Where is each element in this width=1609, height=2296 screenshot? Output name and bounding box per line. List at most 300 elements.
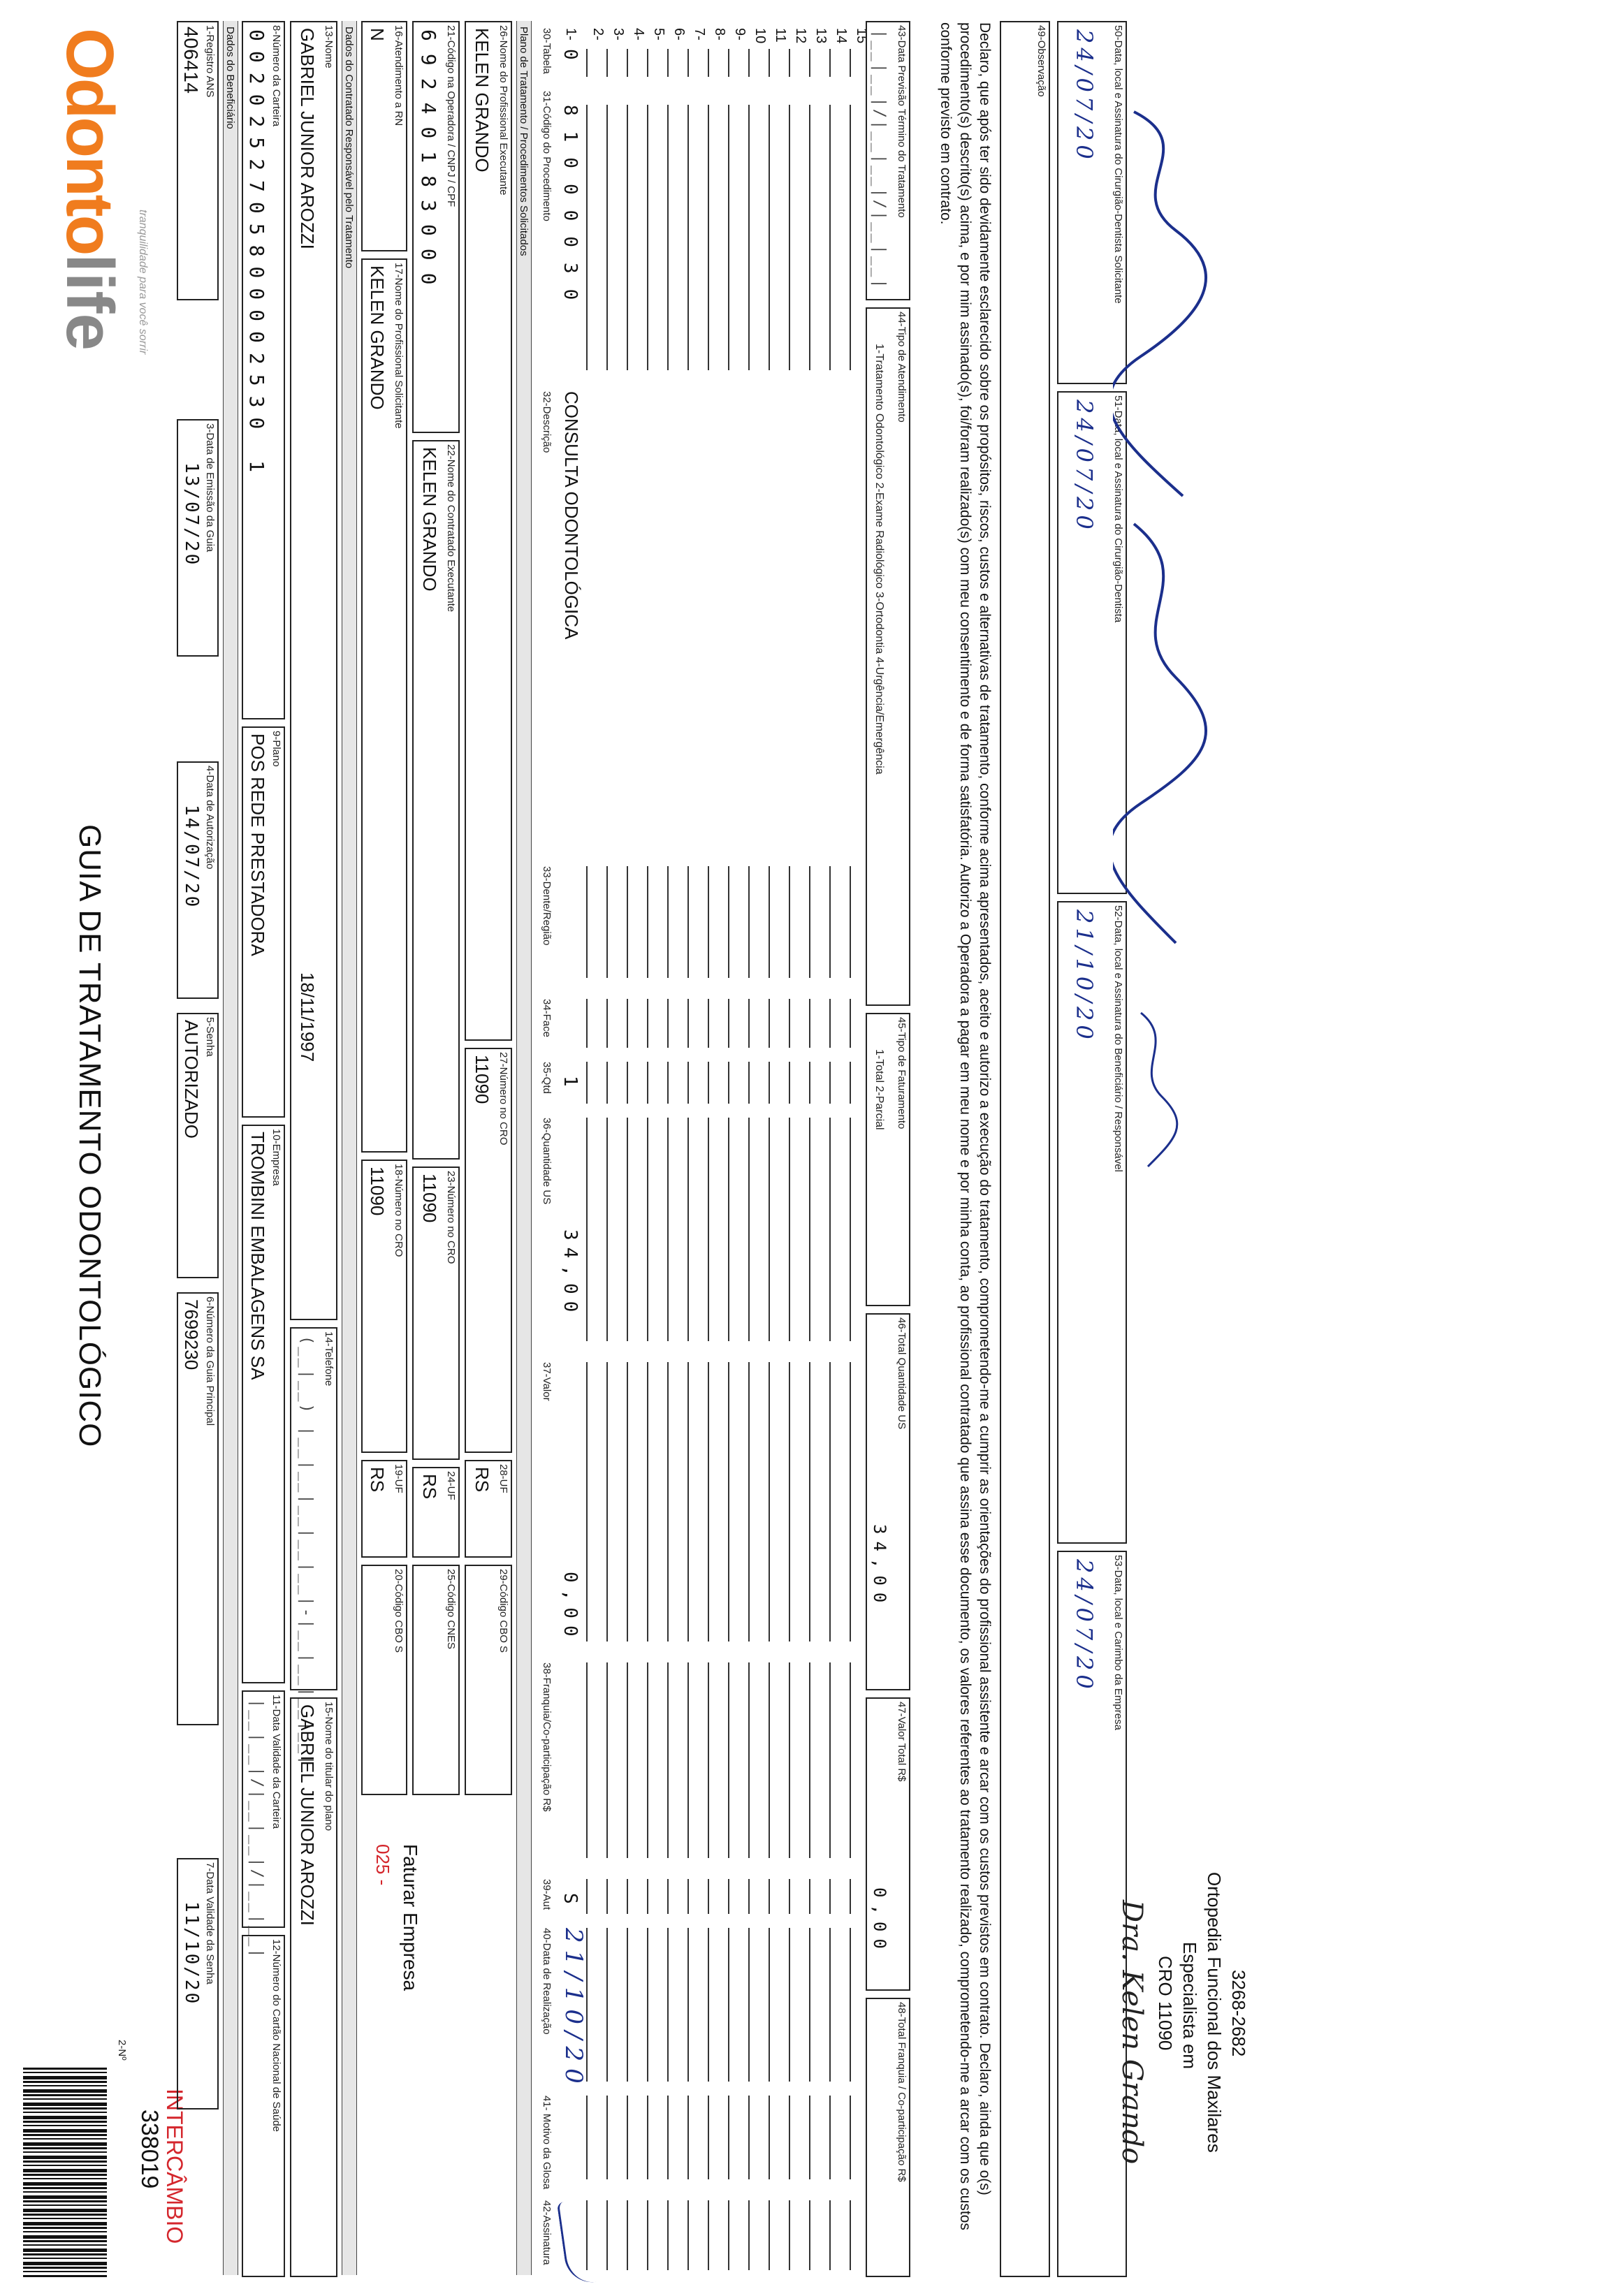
- row-number: 2-: [590, 28, 606, 41]
- total-franquia-label: 48-Total Franquia / Co-participação R$: [896, 2002, 908, 2182]
- cro3-label: 27-Número no CRO: [497, 1052, 509, 1146]
- row-tabela: 0: [560, 49, 581, 62]
- row-number: 12: [793, 28, 808, 44]
- uf2-label: 24-UF: [445, 1471, 457, 1500]
- row-cell-underline: [627, 1879, 628, 1914]
- cartao-nacional-field: [242, 1935, 285, 2277]
- row-cell-underline: [708, 105, 709, 370]
- row-cell-underline: [809, 2096, 810, 2179]
- validade-carteira-blank: |__|__|/|__|__|/|__|__|: [248, 1699, 265, 1960]
- row-cell-underline: [627, 866, 628, 978]
- row-data-realizacao: 21/10/20: [560, 1928, 588, 2091]
- row-cell-underline: [789, 2096, 790, 2179]
- titular-value: GABRIEL JUNIOR AROZZI: [297, 1704, 318, 1926]
- faturar-code: 025 -: [372, 1844, 393, 1886]
- row-cell-underline: [586, 1118, 588, 1341]
- valor-total-label: 47-Valor Total R$: [896, 1702, 908, 1782]
- profissional-field: [361, 258, 407, 1153]
- row-cell-underline: [748, 1118, 750, 1341]
- row-cell-underline: [850, 1662, 851, 1858]
- row-cell-underline: [769, 1928, 770, 2082]
- tipo-atendimento-label: 44-Tipo de Atendimento: [896, 312, 908, 423]
- row-cell-underline: [708, 1062, 709, 1104]
- row-cell-underline: [728, 1062, 729, 1104]
- row-cell-underline: [829, 1928, 831, 2082]
- row-cell-underline: [586, 1662, 588, 1858]
- row-cell-underline: [809, 1879, 810, 1914]
- row-cell-underline: [728, 1362, 729, 1641]
- nome-label: 13-Nome: [323, 25, 335, 68]
- row-number: 13: [813, 28, 829, 44]
- row-cell-underline: [829, 999, 831, 1048]
- cro2-field: [412, 1167, 460, 1460]
- col-codigo: 31-Código do Procedimento: [541, 91, 553, 221]
- tipo-faturamento-options: 1-Total 2-Parcial: [873, 1049, 885, 1130]
- row-cell-underline: [748, 105, 750, 370]
- section-contratado: Dados do Contratado Responsável pelo Tratamento: [342, 21, 357, 2275]
- row-cell-underline: [647, 1662, 648, 1858]
- row-cell-underline: [687, 1118, 689, 1341]
- row-cell-underline: [829, 1879, 831, 1914]
- row-cell-underline: [667, 1879, 669, 1914]
- senha-value: AUTORIZADO: [181, 1020, 202, 1139]
- row-cell-underline: [809, 1118, 810, 1341]
- carimbo-cro: CRO 11090: [1155, 1956, 1176, 2051]
- row-cell-underline: [606, 49, 608, 77]
- row-cell-underline: [809, 1662, 810, 1858]
- row-cell-underline: [748, 1062, 750, 1104]
- row-cell-underline: [667, 49, 669, 77]
- validade-senha-field: [177, 1858, 219, 2109]
- cartao-nacional-label: 12-Número do Cartão Nacional de Saúde: [270, 1939, 282, 2132]
- row-cell-underline: [829, 1362, 831, 1641]
- row-cell-underline: [687, 999, 689, 1048]
- assinatura-50-label: 50-Data, local e Assinatura do Cirurgião-Dentista Solicitante: [1112, 25, 1124, 304]
- row-cell-underline: [748, 1928, 750, 2082]
- col-motivo-glosa: 41- Motivo da Glosa: [541, 2096, 553, 2190]
- col-aut: 39-Aut: [541, 1879, 553, 1910]
- validade-senha-value: 11/10/20: [181, 1901, 202, 2006]
- carimbo-telefone: 3268-2682: [1228, 1970, 1249, 2057]
- total-us-value: 34,00: [870, 1524, 889, 1610]
- row-cell-underline: [667, 1362, 669, 1641]
- row-cell-underline: [586, 2200, 588, 2270]
- uf-field: [361, 1460, 407, 1558]
- cnes-label: 25-Código CNES: [445, 1569, 457, 1650]
- row-cell-underline: [748, 1662, 750, 1858]
- codigo-operadora-label: 21-Código na Operadora / CNPJ / CPF: [445, 25, 457, 207]
- nome-contratado-value: KELEN GRANDO: [419, 447, 440, 592]
- valor-total-value: 0,00: [870, 1887, 889, 1956]
- row-cell-underline: [627, 49, 628, 77]
- plano-value: POS REDE PRESTADORA: [247, 733, 268, 956]
- declaracao-text: Declaro, que após ter sido devidamente esclarecido sobre os propósitos, riscos, custos e alternativas de tratamento, conforme acima apresentados, aceito e autorizo a execução do tratamento, comprometendo-me a cumprir as orientações do profissional assistente e arcar com os custos previstos em contrato. Declaro, ainda que o(s) procedimento(s) descrito(s) acima, e por mim assinado(s), foi/foram realizado(s) com meu consentimento e de forma satisfatória. Autorizo a Operadora a pagar em meu nome e por minha conta, ao profissional contratado que assina esse documento, os valores referentes ao tratamento realizado, comprometendo-me a arcar com os custos conforme previsto em contrato.: [938, 22, 993, 2230]
- uf3-field: [465, 1460, 512, 1558]
- row-cell-underline: [606, 1062, 608, 1104]
- row-cell-underline: [850, 105, 851, 370]
- row-cell-underline: [850, 1928, 851, 2082]
- row-descricao: CONSULTA ODONTOLÓGICA: [561, 391, 582, 640]
- guide-number-label: 2-Nº: [116, 2040, 128, 2061]
- nome-contratado-label: 22-Nome do Contratado Executante: [445, 444, 457, 613]
- row-cell-underline: [627, 2096, 628, 2179]
- row-cell-underline: [647, 1928, 648, 2082]
- atendimento-rn-label: 16-Atendimento a RN: [393, 25, 405, 126]
- previsao-blank: |__|__|/|__|__|/|__|__|: [871, 29, 888, 291]
- row-cell-underline: [647, 1362, 648, 1641]
- row-cell-underline: [606, 105, 608, 370]
- nome-field: [290, 21, 337, 1320]
- row-cell-underline: [728, 1118, 729, 1341]
- intercambio-badge: INTERCÂMBIO: [162, 2089, 187, 2244]
- row-cell-underline: [809, 866, 810, 978]
- row-cell-underline: [829, 866, 831, 978]
- valor-total-field: [866, 1697, 910, 1991]
- row-cell-underline: [829, 2200, 831, 2270]
- carimbo-especialidade: Ortopedia Funcional dos Maxilares: [1204, 1872, 1225, 2153]
- row-cell-underline: [829, 1662, 831, 1858]
- codigo-operadora-field: [412, 21, 460, 433]
- row-number: 4-: [631, 28, 646, 41]
- cro-label: 18-Número no CRO: [393, 1164, 405, 1257]
- uf-value: RS: [367, 1467, 388, 1493]
- senha-label: 5-Senha: [204, 1017, 216, 1057]
- row-cell-underline: [850, 49, 851, 77]
- row-cell-underline: [829, 49, 831, 77]
- logo-odonto: Odonto: [52, 28, 127, 254]
- row-cell-underline: [606, 2200, 608, 2270]
- row-cell-underline: [687, 1928, 689, 2082]
- row-cell-underline: [769, 866, 770, 978]
- carteira-label: 8-Número da Carteira: [270, 25, 282, 127]
- row-qtd-us: 34,00: [560, 1229, 581, 1319]
- empresa-label: 10-Empresa: [270, 1129, 282, 1186]
- row-number: 9-: [732, 28, 748, 41]
- row-cell-underline: [687, 2096, 689, 2179]
- assinatura-53-label: 53-Data, local e Carimbo da Empresa: [1112, 1555, 1124, 1730]
- row-cell-underline: [708, 866, 709, 978]
- nome-value: GABRIEL JUNIOR AROZZI: [297, 28, 318, 249]
- row-cell-underline: [667, 2200, 669, 2270]
- data-autorizacao-field: [177, 761, 219, 999]
- assinatura-50-date: 24/07/20: [1071, 29, 1098, 163]
- carimbo-nome: Dra. Kelen Grando: [1116, 1900, 1148, 2165]
- row-cell-underline: [728, 2096, 729, 2179]
- row-cell-underline: [769, 1362, 770, 1641]
- uf-label: 19-UF: [393, 1464, 405, 1493]
- row-cell-underline: [627, 999, 628, 1048]
- cbo-label: 20-Código CBO S: [393, 1569, 405, 1653]
- row-cell-underline: [728, 2200, 729, 2270]
- row-cell-underline: [667, 999, 669, 1048]
- col-qtd: 35-Qtd: [541, 1062, 553, 1094]
- profissional-label: 17-Nome do Profissional Solicitante: [393, 263, 405, 429]
- row-cell-underline: [850, 1362, 851, 1641]
- cro-value: 11090: [367, 1167, 388, 1216]
- row-cell-underline: [728, 105, 729, 370]
- cro2-value: 11090: [419, 1173, 440, 1223]
- row-cell-underline: [708, 1879, 709, 1914]
- row-cell-underline: [667, 866, 669, 978]
- row-cell-underline: [708, 2096, 709, 2179]
- cbo3-field: [465, 1565, 512, 1795]
- row-cell-underline: [687, 2200, 689, 2270]
- row-cell-underline: [789, 1662, 790, 1858]
- uf2-field: [412, 1467, 460, 1558]
- row-cell-underline: [667, 2096, 669, 2179]
- row-cell-underline: [647, 105, 648, 370]
- registro-ans-value: 406414: [180, 27, 202, 94]
- col-descricao: 32-Descrição: [541, 391, 553, 453]
- row-cell-underline: [769, 105, 770, 370]
- row-cell-underline: [667, 105, 669, 370]
- row-cell-underline: [708, 999, 709, 1048]
- assinatura-52-label: 52-Data, local e Assinatura do Beneficiário / Responsável: [1112, 905, 1124, 1172]
- registro-ans-label: 1-Registro ANS: [204, 25, 216, 98]
- row-cell-underline: [748, 1879, 750, 1914]
- total-us-label: 46-Total Quantidade US: [896, 1317, 908, 1430]
- observacao-field: [1000, 21, 1050, 2277]
- row-cell-underline: [789, 1062, 790, 1104]
- logo: [51, 28, 128, 351]
- row-cell-underline: [809, 105, 810, 370]
- row-cell-underline: [647, 1118, 648, 1341]
- row-cell-underline: [606, 866, 608, 978]
- row-cell-underline: [829, 105, 831, 370]
- section-beneficiario: Dados do Beneficiário: [223, 21, 238, 2275]
- data-emissao-field: [177, 419, 219, 657]
- uf3-value: RS: [472, 1467, 493, 1493]
- col-valor: 37-Valor: [541, 1362, 553, 1401]
- row-cell-underline: [789, 1118, 790, 1341]
- carteira-field: [242, 21, 285, 719]
- carimbo-especialista: Especialista em: [1179, 1942, 1200, 2070]
- cro3-field: [465, 1048, 512, 1453]
- row-cell-underline: [769, 2096, 770, 2179]
- row-cell-underline: [708, 2200, 709, 2270]
- row-cell-underline: [748, 2200, 750, 2270]
- row-cell-underline: [748, 866, 750, 978]
- previsao-field: [866, 21, 910, 300]
- row-cell-underline: [687, 105, 689, 370]
- row-cell-underline: [809, 2200, 810, 2270]
- row-cell-underline: [748, 2096, 750, 2179]
- data-autorizacao-value: 14/07/20: [181, 805, 202, 909]
- plano-field: [242, 726, 285, 1118]
- validade-senha-label: 7-Data Validade da Senha: [204, 1862, 216, 1984]
- row-cell-underline: [627, 1928, 628, 2082]
- total-us-field: [866, 1313, 910, 1690]
- row-cell-underline: [606, 1879, 608, 1914]
- row-cell-underline: [789, 105, 790, 370]
- row-cell-underline: [687, 866, 689, 978]
- row-number: 14: [833, 28, 849, 44]
- row-cell-underline: [708, 49, 709, 77]
- row-cell-underline: [627, 1362, 628, 1641]
- empresa-value: TROMBINI EMBALAGENS SA: [247, 1132, 268, 1380]
- atendimento-rn-field: [361, 21, 407, 251]
- row-cell-underline: [586, 1879, 588, 1914]
- row-cell-underline: [789, 1928, 790, 2082]
- col-franquia: 38-Franquia/Co-participação R$: [541, 1662, 553, 1812]
- row-cell-underline: [769, 1879, 770, 1914]
- validade-carteira-label: 11-Data Validade da Carteira: [270, 1695, 282, 1829]
- row-cell-underline: [647, 49, 648, 77]
- row-cell-underline: [728, 866, 729, 978]
- row-number: 15: [854, 28, 869, 44]
- row-cell-underline: [748, 999, 750, 1048]
- row-cell-underline: [850, 1062, 851, 1104]
- row-cell-underline: [829, 1118, 831, 1341]
- row-cell-underline: [728, 1662, 729, 1858]
- titular-field: [290, 1697, 337, 2277]
- row-cell-underline: [748, 49, 750, 77]
- row-cell-underline: [586, 866, 588, 978]
- tipo-faturamento-field: [866, 1013, 910, 1306]
- uf3-label: 28-UF: [497, 1464, 509, 1493]
- page-title: GUIA DE TRATAMENTO ODONTOLÓGICO: [73, 824, 107, 1448]
- row-cell-underline: [850, 1879, 851, 1914]
- guia-principal-field: [177, 1292, 219, 1725]
- carteira-value: 0020252705800002530 1: [245, 29, 268, 483]
- row-codigo: 81000030: [560, 105, 581, 316]
- row-cell-underline: [850, 2200, 851, 2270]
- row-cell-underline: [667, 1062, 669, 1104]
- row-cell-underline: [606, 999, 608, 1048]
- prof-exec-label: 26-Nome do Profissional Executante: [497, 25, 509, 196]
- row-cell-underline: [606, 2096, 608, 2179]
- col-data-realizacao: 40-Data de Realização: [541, 1928, 553, 2035]
- data-emissao-value: 13/07/20: [181, 462, 202, 567]
- row-cell-underline: [647, 1879, 648, 1914]
- row-cell-underline: [850, 866, 851, 978]
- col-dente: 33-Dente/Região: [541, 866, 553, 946]
- row-cell-underline: [809, 1062, 810, 1104]
- signature-scribble-icon: [1113, 105, 1218, 1222]
- assinatura-53-date: 24/07/20: [1071, 1559, 1098, 1693]
- row-cell-underline: [586, 49, 588, 77]
- row-cell-underline: [789, 1362, 790, 1641]
- row-cell-underline: [647, 2200, 648, 2270]
- row-cell-underline: [647, 1062, 648, 1104]
- guia-principal-label: 6-Número da Guia Principal: [204, 1296, 216, 1426]
- row-qtd: 1: [560, 1076, 581, 1089]
- row-number: 11: [773, 28, 788, 43]
- row-cell-underline: [586, 1362, 588, 1641]
- faturar-text: Faturar Empresa: [400, 1844, 421, 1991]
- row-cell-underline: [586, 1062, 588, 1104]
- prof-exec-value: KELEN GRANDO: [472, 28, 493, 173]
- atendimento-rn-value: N: [367, 28, 388, 41]
- data-emissao-label: 3-Data de Emissão da Guia: [204, 423, 216, 553]
- row-cell-underline: [708, 1362, 709, 1641]
- row-cell-underline: [809, 1928, 810, 2082]
- row-cell-underline: [667, 1662, 669, 1858]
- row-cell-underline: [708, 1118, 709, 1341]
- row-cell-underline: [789, 1879, 790, 1914]
- row-signature-icon: [557, 2199, 598, 2286]
- row-cell-underline: [748, 1362, 750, 1641]
- col-assinatura: 42-Assinatura: [541, 2200, 553, 2265]
- barcode-icon: [23, 2068, 107, 2277]
- col-face: 34-Face: [541, 999, 553, 1038]
- profissional-value: KELEN GRANDO: [367, 265, 388, 410]
- assinatura-51-label: 51-Data, local e Assinatura do Cirurgião-Dentista: [1112, 395, 1124, 623]
- registro-ans-field: [177, 21, 219, 300]
- row-cell-underline: [850, 1118, 851, 1341]
- row-cell-underline: [627, 1662, 628, 1858]
- logo-life: life: [52, 254, 127, 351]
- section-plano-tratamento: Plano de Tratamento / Procedimentos Solicitados: [516, 21, 532, 2275]
- row-cell-underline: [789, 49, 790, 77]
- row-cell-underline: [627, 105, 628, 370]
- row-cell-underline: [850, 999, 851, 1048]
- tipo-faturamento-label: 45-Tipo de Faturamento: [896, 1017, 908, 1129]
- cro-field: [361, 1160, 407, 1453]
- plano-label: 9-Plano: [270, 731, 282, 767]
- tipo-atendimento-field: [866, 307, 910, 1006]
- row-cell-underline: [687, 1362, 689, 1641]
- tipo-atendimento-options: 1-Tratamento Odontológico 2-Exame Radiológico 3-Ortodontia 4-Urgência/Emergência: [873, 344, 885, 775]
- prof-exec-field: [465, 21, 512, 1041]
- nome-contratado-field: [412, 440, 460, 1160]
- data-autorizacao-label: 4-Data de Autorização: [204, 766, 216, 870]
- cbo3-label: 29-Código CBO S: [497, 1569, 509, 1653]
- row-cell-underline: [850, 2096, 851, 2179]
- col-qtd-us: 36-Quantidade US: [541, 1118, 553, 1205]
- cnes-field: [412, 1565, 460, 1795]
- row-cell-underline: [769, 1062, 770, 1104]
- row-cell-underline: [667, 1928, 669, 2082]
- codigo-operadora-value: 69240183000: [417, 29, 440, 298]
- assinatura-52-date: 21/10/20: [1071, 909, 1098, 1044]
- row-cell-underline: [809, 49, 810, 77]
- previsao-label: 43-Data Previsão Término do Tratamento: [896, 25, 908, 218]
- row-cell-underline: [667, 1118, 669, 1341]
- row-cell-underline: [829, 1062, 831, 1104]
- row-cell-underline: [829, 2096, 831, 2179]
- cro3-value: 11090: [472, 1055, 493, 1104]
- row-cell-underline: [789, 2200, 790, 2270]
- row-number: 7-: [692, 28, 707, 41]
- nascimento-value: 18/11/1997: [297, 972, 318, 1062]
- telefone-label: 14-Telefone: [323, 1331, 335, 1387]
- row-cell-underline: [606, 1928, 608, 2082]
- row-cell-underline: [687, 49, 689, 77]
- cbo-field: [361, 1565, 407, 1795]
- row-number: 6-: [671, 28, 687, 41]
- uf2-value: RS: [419, 1474, 440, 1500]
- col-tabela: 30-Tabela: [541, 28, 553, 74]
- row-cell-underline: [627, 1062, 628, 1104]
- row-cell-underline: [769, 1118, 770, 1341]
- row-cell-underline: [627, 1118, 628, 1341]
- guia-principal-value: 7699230: [181, 1299, 202, 1370]
- assinatura-51-date: 24/07/20: [1071, 400, 1098, 534]
- row-number: 1-: [563, 28, 578, 41]
- row-cell-underline: [687, 1879, 689, 1914]
- row-cell-underline: [789, 866, 790, 978]
- row-cell-underline: [728, 49, 729, 77]
- row-cell-underline: [769, 2200, 770, 2270]
- row-cell-underline: [586, 999, 588, 1048]
- row-number: 8-: [712, 28, 727, 41]
- guide-number: 338019: [136, 2109, 163, 2189]
- logo-tagline: tranquilidade para você sorrir: [137, 210, 149, 355]
- row-cell-underline: [586, 105, 588, 370]
- row-cell-underline: [606, 1662, 608, 1858]
- row-cell-underline: [708, 1662, 709, 1858]
